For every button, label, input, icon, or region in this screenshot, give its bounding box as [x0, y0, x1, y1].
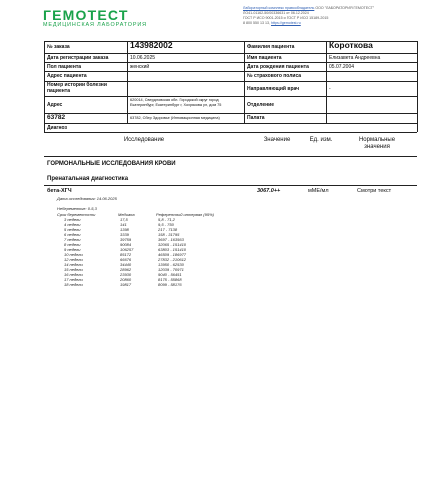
surname-value: Короткова: [329, 40, 373, 50]
table-line: [44, 62, 417, 63]
history-label: Номер истории болезни пациента: [47, 82, 107, 94]
ref-interval: 8175 - 55868: [158, 277, 182, 282]
dob-value: 05.07.2004: [329, 64, 355, 70]
doctor-value: -: [329, 86, 331, 92]
test-name: бета-ХГЧ: [47, 188, 72, 194]
reg-date-label: Дата регистрации заказа: [47, 55, 109, 61]
ref-week: 5 недели: [64, 227, 81, 232]
sex-label: Пол пациента: [47, 64, 82, 70]
name-value: Елизавета Андреевна: [329, 55, 381, 61]
ref-median: 141: [120, 222, 127, 227]
table-line: [44, 41, 45, 132]
table-line: [44, 123, 417, 124]
ref-week: 4 недели: [64, 222, 81, 227]
test-norm: Смотри текст: [357, 188, 392, 194]
license-link[interactable]: Лабораторный комплекс правообладатель: [243, 6, 315, 10]
order-value: 143982002: [130, 40, 173, 50]
table-line: [44, 71, 417, 72]
test-date: Дата исследования: 14.06.2025: [57, 196, 117, 201]
table-line: [326, 41, 327, 123]
lab-code: 63782: [47, 114, 66, 121]
license-line3: ГОСТ Р ИСО 9001-2015 и ГОСТ Р ИСО 15189-2015: [243, 16, 329, 20]
lab-address-label: Адрес: [47, 102, 63, 108]
reference-table: [57, 212, 257, 292]
non-pregnant-note: Небеременные: 0-5,3: [57, 206, 97, 211]
ref-header-interval: Референсный интервал (95%): [156, 212, 214, 217]
col-test-header: Исследование: [123, 137, 165, 143]
subsection-title: Пренатальная диагностика: [47, 176, 129, 182]
license-line2: ЛО41-01162-50/00336631 от 06.12.2024: [243, 11, 309, 15]
ref-week: 8 недели: [64, 242, 81, 247]
ref-week: 16 недели: [64, 272, 83, 277]
ref-median: 39759: [120, 237, 132, 242]
sex-value: женский: [130, 64, 150, 70]
ref-interval: 32065 - 151410: [158, 242, 187, 247]
ref-week: 18 недели: [64, 282, 83, 287]
lab-address-value: 620014, Свердловская обл. Городской округ город Екатеринбург, Екатеринбург г, Хохрякова ул, дом 75: [130, 98, 222, 107]
col-value-header: Значение: [263, 137, 291, 143]
order-label: № заказа: [47, 44, 70, 50]
ref-week: 9 недели: [64, 247, 81, 252]
diagnosis-label: Диагноз: [47, 125, 67, 131]
ref-median: 3339: [120, 232, 129, 237]
ref-median: 34440: [120, 262, 132, 267]
gemotest-logo: [43, 8, 163, 29]
ref-median: 85172: [120, 252, 132, 257]
ref-week: 3 недели: [64, 217, 81, 222]
test-unit: мМЕ/мл: [308, 188, 329, 194]
ref-median: 1398: [120, 227, 129, 232]
policy-label: № страхового полиса: [247, 73, 302, 79]
dob-label: Дата рождения пациента: [247, 64, 309, 70]
ref-header-week: Срок беременности: [57, 212, 96, 217]
ref-interval: 12039 - 70971: [158, 267, 184, 272]
reference-row: [57, 282, 257, 287]
license-site-link[interactable]: https://gemotest.ru: [270, 21, 301, 25]
ref-interval: 5,8 - 71,2: [158, 217, 175, 222]
license-org: ООО "ЛАБОРАТОРИЯ ГЕМОТЕСТ": [315, 6, 375, 10]
ref-header-median: Медиана: [118, 212, 135, 217]
ref-interval: 9,5 - 750: [158, 222, 174, 227]
surname-label: Фамилия пациента: [247, 44, 295, 50]
ref-interval: 217 - 7138: [158, 227, 178, 232]
ref-median: 20860: [120, 277, 132, 282]
table-line: [44, 113, 417, 114]
logo-title: ГЕМОТЕСТ: [43, 7, 129, 23]
license-info: [243, 6, 423, 26]
ref-week: 15 недели: [64, 267, 83, 272]
reg-date-value: 10.06.2025: [130, 55, 156, 61]
col-norm-header: Нормальные значения: [358, 137, 396, 150]
ref-week: 17 недели: [64, 277, 83, 282]
ref-median: 23930: [120, 272, 132, 277]
ref-interval: 9040 - 56451: [158, 272, 182, 277]
table-line: [417, 41, 418, 132]
lab-code-desc: 63782, Сбер Здоровье (Инновационная медицина): [130, 116, 220, 120]
ward-label: Палата: [247, 115, 265, 121]
ref-week: 6 недели: [64, 232, 81, 237]
test-value: 3067.0++: [257, 188, 281, 194]
ref-median: 90084: [120, 242, 132, 247]
table-line: [244, 41, 245, 123]
table-line: [44, 96, 417, 97]
doctor-label: Направляющий врач: [247, 86, 300, 92]
ref-interval: 27832 - 210612: [158, 257, 187, 262]
name-label: Имя пациента: [247, 55, 282, 61]
ref-interval: 3697 - 163563: [158, 237, 184, 242]
ref-interval: 158 - 31795: [158, 232, 180, 237]
ref-interval: 13950 - 62530: [158, 262, 184, 267]
table-line: [127, 41, 128, 123]
license-phone: 8 800 550 13 13,: [243, 21, 270, 25]
table-line: [44, 132, 417, 133]
ref-week: 7 недели: [64, 237, 81, 242]
subsection-divider: [44, 185, 417, 186]
ref-median: 28962: [120, 267, 132, 272]
ref-week: 10 недели: [64, 252, 83, 257]
col-unit-header: Ед. изм.: [309, 137, 333, 143]
ref-median: 66676: [120, 257, 132, 262]
address-label: Адрес пациента: [47, 73, 87, 79]
ref-interval: 46509 - 186977: [158, 252, 187, 257]
ref-week: 12 недели: [64, 257, 83, 262]
ref-interval: 8099 - 58176: [158, 282, 182, 287]
ref-median: 19817: [120, 282, 132, 287]
ref-median: 17,5: [120, 217, 128, 222]
ref-median: 106257: [120, 247, 134, 252]
ref-week: 14 недели: [64, 262, 83, 267]
ref-interval: 63803 - 151410: [158, 247, 187, 252]
logo-subtitle: МЕДИЦИНСКАЯ ЛАБОРАТОРИЯ: [43, 22, 147, 28]
table-line: [44, 53, 417, 54]
section-title: ГОРМОНАЛЬНЫЕ ИССЛЕДОВАНИЯ КРОВИ: [47, 161, 176, 167]
department-label: Отделение: [247, 102, 274, 108]
section-divider: [44, 156, 417, 157]
